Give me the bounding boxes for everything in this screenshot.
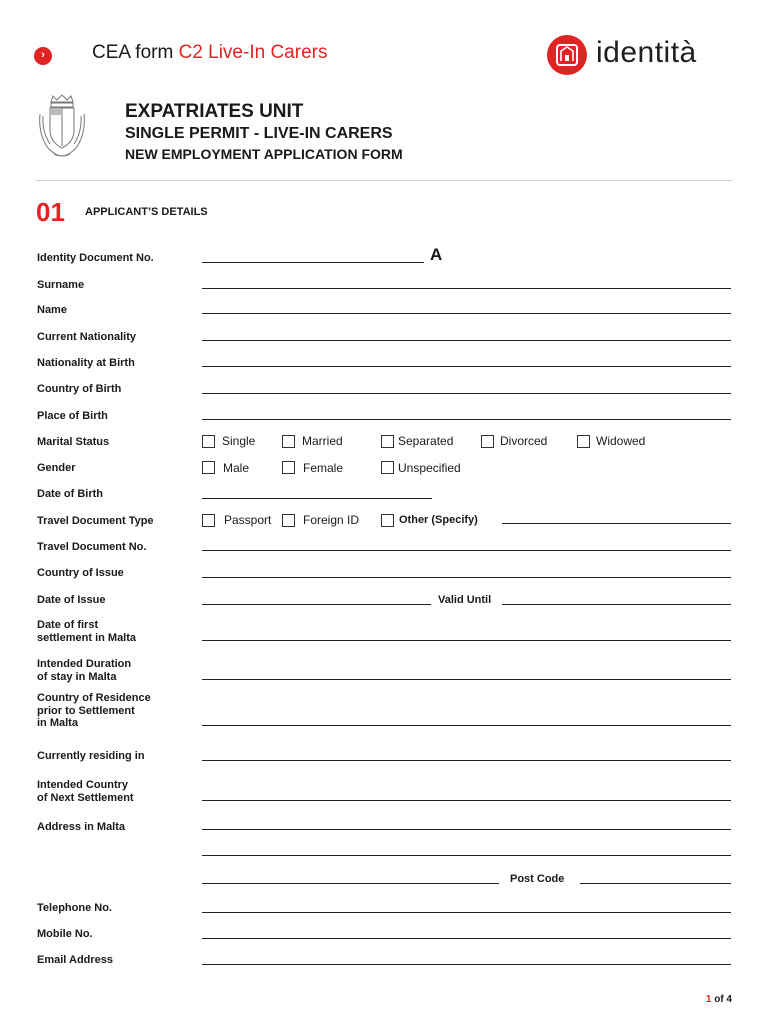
single-option-label: Single bbox=[222, 434, 256, 448]
married-checkbox[interactable] bbox=[282, 435, 295, 448]
valid-until-label: Valid Until bbox=[438, 594, 492, 606]
identity-document-label: Identity Document No. bbox=[37, 252, 154, 264]
other-checkbox[interactable] bbox=[381, 514, 394, 527]
address-malta-label: Address in Malta bbox=[37, 821, 126, 833]
foreign-id-option-label: Foreign ID bbox=[303, 513, 360, 527]
country-of-birth-label: Country of Birth bbox=[37, 383, 122, 395]
date-first-settlement-label: Date of first settlement in Malta bbox=[37, 619, 137, 644]
country-residence-prior-label: Country of Residence prior to Settlement in Malta bbox=[37, 692, 151, 729]
place-of-birth-field[interactable] bbox=[202, 419, 731, 420]
malta-crest-icon bbox=[34, 94, 90, 160]
name-label: Name bbox=[37, 304, 67, 316]
divorced-option-label: Divorced bbox=[500, 434, 548, 448]
place-of-birth-label: Place of Birth bbox=[37, 410, 108, 422]
unspecified-checkbox[interactable] bbox=[381, 461, 394, 474]
current-nationality-field[interactable] bbox=[202, 340, 731, 341]
mobile-field[interactable] bbox=[202, 938, 731, 939]
other-option-label: Other (Specify) bbox=[399, 514, 478, 526]
widowed-option-label: Widowed bbox=[596, 434, 646, 448]
header-badge-icon: › bbox=[34, 47, 52, 65]
travel-document-type-label: Travel Document Type bbox=[37, 515, 154, 527]
page-current: 1 bbox=[705, 994, 712, 1005]
name-field[interactable] bbox=[202, 313, 731, 314]
date-of-birth-label: Date of Birth bbox=[37, 488, 103, 500]
permit-title: SINGLE PERMIT - LIVE-IN CARERS bbox=[125, 125, 393, 142]
widowed-checkbox[interactable] bbox=[577, 435, 590, 448]
unspecified-option-label: Unspecified bbox=[398, 461, 461, 475]
date-first-settlement-field[interactable] bbox=[202, 640, 731, 641]
current-nationality-label: Current Nationality bbox=[37, 331, 137, 343]
male-checkbox[interactable] bbox=[202, 461, 215, 474]
surname-label: Surname bbox=[37, 279, 85, 291]
date-of-birth-field[interactable] bbox=[202, 498, 432, 499]
travel-document-no-field[interactable] bbox=[202, 550, 731, 551]
address-line-1-field[interactable] bbox=[202, 829, 731, 830]
application-title: NEW EMPLOYMENT APPLICATION FORM bbox=[125, 146, 403, 162]
separated-checkbox[interactable] bbox=[381, 435, 394, 448]
married-option-label: Married bbox=[302, 434, 343, 448]
valid-until-field[interactable] bbox=[502, 604, 731, 605]
telephone-field[interactable] bbox=[202, 912, 731, 913]
single-checkbox[interactable] bbox=[202, 435, 215, 448]
nationality-at-birth-field[interactable] bbox=[202, 366, 731, 367]
address-line-2-field[interactable] bbox=[202, 855, 731, 856]
email-field[interactable] bbox=[202, 964, 731, 965]
other-specify-field[interactable] bbox=[502, 523, 731, 524]
intended-duration-field[interactable] bbox=[202, 679, 731, 680]
foreign-id-checkbox[interactable] bbox=[282, 514, 295, 527]
brand-name: identità bbox=[596, 36, 697, 69]
travel-document-no-label: Travel Document No. bbox=[37, 541, 147, 553]
nationality-at-birth-label: Nationality at Birth bbox=[37, 357, 135, 369]
marital-status-label: Marital Status bbox=[37, 436, 110, 448]
form-title-prefix: CEA form bbox=[92, 42, 179, 63]
email-label: Email Address bbox=[37, 954, 114, 966]
currently-residing-label: Currently residing in bbox=[37, 750, 145, 762]
intended-next-country-field[interactable] bbox=[202, 800, 731, 801]
identity-document-suffix: A bbox=[430, 245, 443, 264]
country-residence-prior-field[interactable] bbox=[202, 725, 731, 726]
male-option-label: Male bbox=[223, 461, 250, 475]
date-of-issue-field[interactable] bbox=[202, 604, 431, 605]
surname-field[interactable] bbox=[202, 288, 731, 289]
gender-label: Gender bbox=[37, 462, 76, 474]
form-title bbox=[92, 42, 327, 64]
female-option-label: Female bbox=[303, 461, 344, 475]
post-code-label: Post Code bbox=[510, 873, 565, 885]
identity-document-field[interactable] bbox=[202, 262, 424, 263]
mobile-label: Mobile No. bbox=[37, 928, 93, 940]
separated-option-label: Separated bbox=[398, 434, 454, 448]
intended-next-country-label: Intended Country of Next Settlement bbox=[37, 779, 134, 804]
date-of-issue-label: Date of Issue bbox=[37, 594, 106, 606]
intended-duration-label: Intended Duration of stay in Malta bbox=[37, 658, 132, 683]
female-checkbox[interactable] bbox=[282, 461, 295, 474]
section-title: APPLICANT’S DETAILS bbox=[85, 206, 208, 218]
country-of-issue-field[interactable] bbox=[202, 577, 731, 578]
country-of-issue-label: Country of Issue bbox=[37, 567, 124, 579]
currently-residing-field[interactable] bbox=[202, 760, 731, 761]
form-title-highlight: C2 Live-In Carers bbox=[178, 42, 328, 63]
country-of-birth-field[interactable] bbox=[202, 393, 731, 394]
passport-option-label: Passport bbox=[224, 513, 272, 527]
header-divider bbox=[36, 180, 732, 181]
page-total: of 4 bbox=[711, 994, 732, 1005]
section-number: 01 bbox=[36, 197, 65, 227]
page-indicator bbox=[706, 994, 732, 1005]
telephone-label: Telephone No. bbox=[37, 902, 112, 914]
post-code-field[interactable] bbox=[580, 883, 731, 884]
passport-checkbox[interactable] bbox=[202, 514, 215, 527]
unit-title: EXPATRIATES UNIT bbox=[125, 101, 304, 122]
divorced-checkbox[interactable] bbox=[481, 435, 494, 448]
address-line-3-field[interactable] bbox=[202, 883, 499, 884]
